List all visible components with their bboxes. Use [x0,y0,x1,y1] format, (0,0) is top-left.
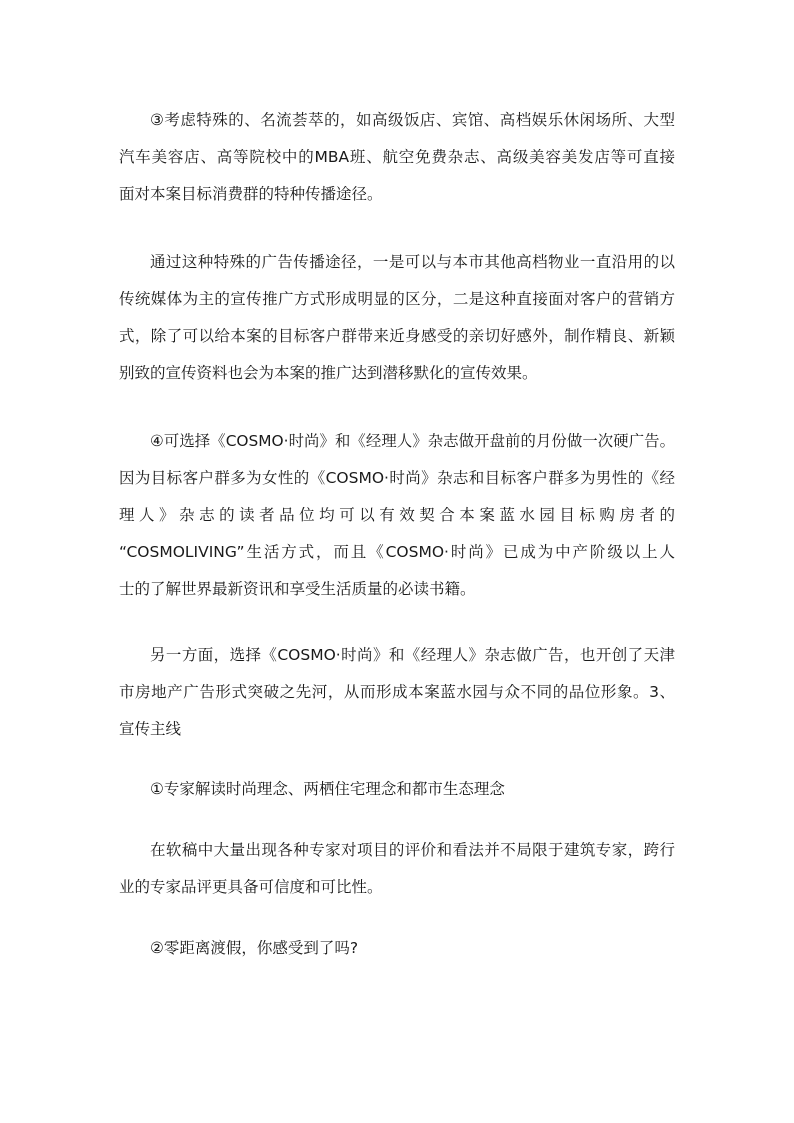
text-line: 因为目标客户群多为女性的《COSMO·时尚》杂志和目标客户群多为男性的《经 [119,469,675,487]
text-line: ①专家解读时尚理念、两栖住宅理念和都市生态理念 [150,780,505,798]
text-line: 通过这种特殊的广告传播途径，一是可以与本市其他高档物业一直沿用的以 [150,253,675,271]
text-line: 汽车美容店、高等院校中的MBA班、航空免费杂志、高级美容美发店等可直接 [119,148,675,166]
document-body [119,102,675,967]
paragraph-outdoor-channels [119,102,675,213]
paragraph-expert-concepts [119,771,675,808]
text-line: 传统媒体为主的宣传推广方式形成明显的区分，二是这种直接面对客户的营销方 [119,290,675,308]
text-line: 面对本案目标消费群的特种传播途径。 [119,185,383,203]
text-line: 别致的宣传资料也会为本案的推广达到潜移默化的宣传效果。 [119,364,538,382]
paragraph-zero-distance [119,930,675,967]
text-line: ④可选择《COSMO·时尚》和《经理人》杂志做开盘前的月份做一次硬广告。 [150,432,675,450]
text-line: “COSMOLIVING”生活方式，而且《COSMO·时尚》已成为中产阶级以上人 [119,543,675,561]
text-line: 士的了解世界最新资讯和享受生活质量的必读书籍。 [119,580,476,598]
text-line: ③考虑特殊的、名流荟萃的，如高级饭店、宾馆、高档娱乐休闲场所、大型 [150,111,675,129]
paragraph-special-channel-benefits [119,244,675,392]
text-line: 市房地产广告形式突破之先河，从而形成本案蓝水园与众不同的品位形象。3、 [119,683,675,701]
text-line: 理人》杂志的读者品位均可以有效契合本案蓝水园目标购房者的 [119,506,675,524]
paragraph-magazine-pioneer [119,637,675,748]
text-line: 另一方面，选择《COSMO·时尚》和《经理人》杂志做广告，也开创了天津 [150,646,675,664]
paragraph-expert-reviews [119,832,675,906]
text-line: ②零距离渡假，你感受到了吗? [150,939,359,957]
text-line: 业的专家品评更具备可信度和可比性。 [119,878,383,896]
text-line: 在软稿中大量出现各种专家对项目的评价和看法并不局限于建筑专家，跨行 [150,841,675,859]
text-line: 宣传主线 [119,720,182,738]
text-line: 式，除了可以给本案的目标客户群带来近身感受的亲切好感外，制作精良、新颖 [119,327,675,345]
paragraph-magazine-ads [119,423,675,608]
